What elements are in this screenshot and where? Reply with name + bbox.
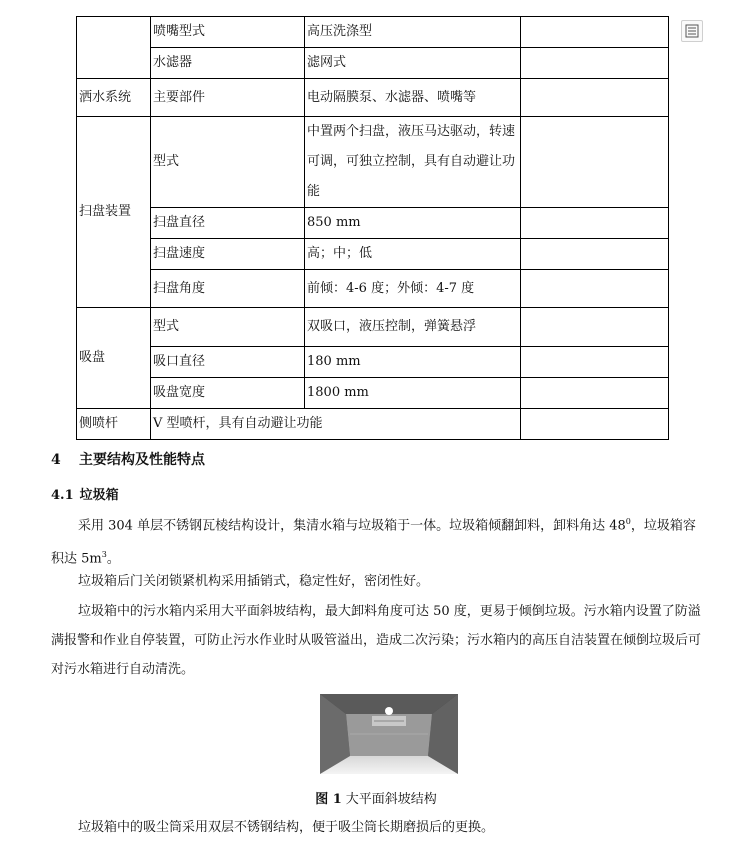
subsection-heading bbox=[51, 484, 119, 503]
table-cell-item: V 型喷杆，具有自动避让功能 bbox=[151, 409, 521, 440]
table-cell-note bbox=[521, 308, 669, 347]
table-cell-note bbox=[521, 208, 669, 239]
table-cell-group: 吸盘 bbox=[77, 308, 151, 409]
section-number: 4 bbox=[51, 452, 61, 468]
table-cell-item: 扫盘角度 bbox=[151, 270, 305, 308]
table-row bbox=[77, 239, 669, 270]
table-cell-note bbox=[521, 347, 669, 378]
table-cell-value: 1800 mm bbox=[305, 378, 521, 409]
table-row bbox=[77, 48, 669, 79]
table-cell-group: 侧喷杆 bbox=[77, 409, 151, 440]
table-cell-item: 喷嘴型式 bbox=[151, 17, 305, 48]
table-cell-item: 型式 bbox=[151, 117, 305, 208]
table-cell-note bbox=[521, 79, 669, 117]
paragraph-text: ，垃圾箱容积达 5m bbox=[51, 518, 696, 567]
table-cell-item: 吸盘宽度 bbox=[151, 378, 305, 409]
table-row bbox=[77, 270, 669, 308]
table-cell-value: 滤网式 bbox=[305, 48, 521, 79]
table-cell-note bbox=[521, 378, 669, 409]
figure-caption-text: 大平面斜坡结构 bbox=[345, 792, 437, 807]
paragraph: 垃圾箱后门关闭锁紧机构采用插销式，稳定性好，密闭性好。 bbox=[78, 574, 430, 589]
exponent-superscript: 3 bbox=[101, 550, 107, 560]
table-row bbox=[77, 378, 669, 409]
subsection-title: 垃圾箱 bbox=[79, 488, 119, 503]
subsection-number: 4.1 bbox=[51, 488, 74, 503]
figure-label: 图 1 bbox=[315, 792, 342, 807]
table-cell-note bbox=[521, 409, 669, 440]
table-cell-note bbox=[521, 117, 669, 208]
paragraph: 垃圾箱中的污水箱内采用大平面斜坡结构，最大卸料角度可达 50 度，更易于倾倒垃圾。污水箱内设置了防溢满报警和作业自停装置，可防止污水作业时从吸管溢出，造成二次污染；污水箱内的高压自洁装置在倾倒垃圾后可对污水箱进行自动清洗。 bbox=[51, 604, 702, 677]
table-cell-value: 850 mm bbox=[305, 208, 521, 239]
section-title: 主要结构及性能特点 bbox=[79, 452, 205, 468]
table-cell-group: 扫盘装置 bbox=[77, 117, 151, 308]
table-cell-value: 180 mm bbox=[305, 347, 521, 378]
table-cell-value: 前倾：4-6 度；外倾：4-7 度 bbox=[305, 270, 521, 308]
table-row bbox=[77, 117, 669, 208]
table-cell-note bbox=[521, 270, 669, 308]
table-cell-item: 水滤器 bbox=[151, 48, 305, 79]
figure-image bbox=[320, 694, 458, 774]
paragraph: 垃圾箱中的吸尘筒采用双层不锈钢结构，便于吸尘筒长期磨损后的更换。 bbox=[78, 820, 495, 835]
table-cell-item: 扫盘速度 bbox=[151, 239, 305, 270]
table-cell-value: 高压洗涤型 bbox=[305, 17, 521, 48]
table-row bbox=[77, 347, 669, 378]
table-cell-item: 扫盘直径 bbox=[151, 208, 305, 239]
image-search-icon[interactable] bbox=[681, 20, 703, 42]
paragraph-text: 。 bbox=[106, 551, 120, 567]
table-cell-value: 电动隔膜泵、水滤器、喷嘴等 bbox=[305, 79, 521, 117]
table-row bbox=[77, 308, 669, 347]
table-cell-value: 双吸口，液压控制，弹簧悬浮 bbox=[305, 308, 521, 347]
section-heading bbox=[51, 449, 205, 469]
table-cell-note bbox=[521, 239, 669, 270]
table-cell-item: 型式 bbox=[151, 308, 305, 347]
figure-caption bbox=[0, 788, 752, 807]
table-row bbox=[77, 208, 669, 239]
table-cell-group: 洒水系统 bbox=[77, 79, 151, 117]
paragraph bbox=[51, 507, 701, 574]
table-cell-note bbox=[521, 48, 669, 79]
table-cell-value: 中置两个扫盘，液压马达驱动，转速可调，可独立控制，具有自动避让功能 bbox=[305, 117, 521, 208]
table-row bbox=[77, 79, 669, 117]
table-cell-value: 高；中；低 bbox=[305, 239, 521, 270]
table-cell-item: 主要部件 bbox=[151, 79, 305, 117]
table-cell-item: 吸口直径 bbox=[151, 347, 305, 378]
degree-superscript: 0 bbox=[625, 517, 631, 526]
spec-table bbox=[76, 16, 669, 440]
table-cell-group bbox=[77, 17, 151, 79]
table-row bbox=[77, 409, 669, 440]
table-row bbox=[77, 17, 669, 48]
paragraph-text: 采用 304 单层不锈钢瓦棱结构设计，集清水箱与垃圾箱于一体。垃圾箱倾翻卸料，卸料角达 48 bbox=[78, 518, 626, 534]
table-cell-note bbox=[521, 17, 669, 48]
